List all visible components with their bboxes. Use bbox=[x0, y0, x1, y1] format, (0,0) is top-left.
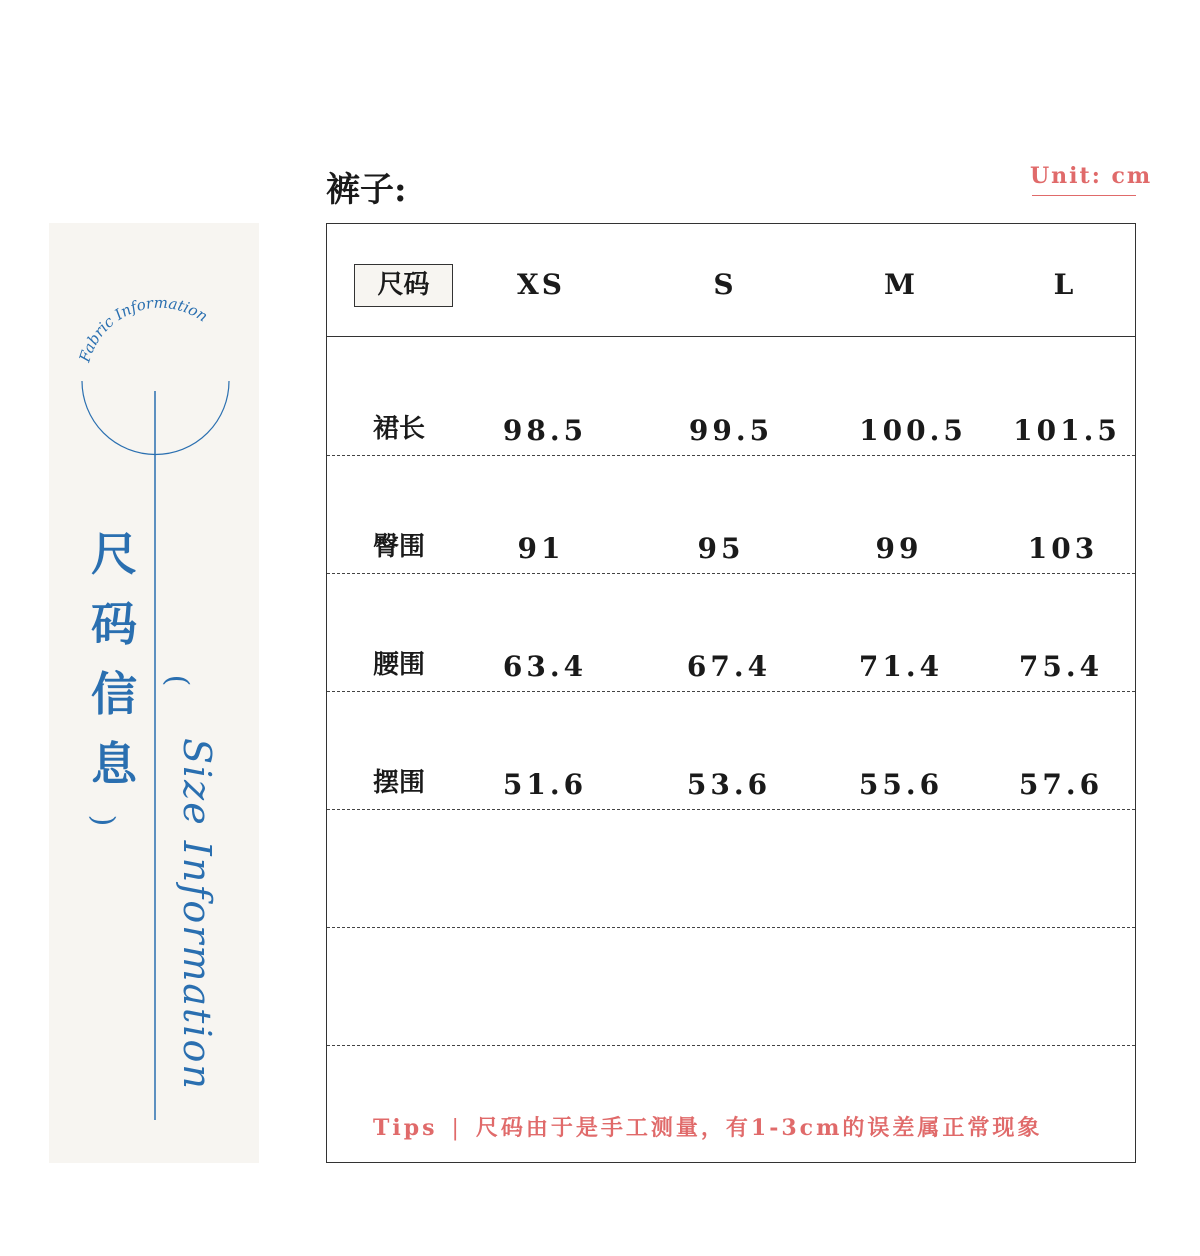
column-header-l: L bbox=[1053, 268, 1077, 301]
paren-close: ) bbox=[85, 814, 121, 827]
row-label: 裙长 bbox=[373, 414, 426, 444]
size-info-cn-title bbox=[89, 519, 139, 799]
unit-label: Unit: cm bbox=[1030, 163, 1153, 189]
table-cell: 71.4 bbox=[858, 650, 944, 683]
table-cell: 99.5 bbox=[688, 414, 774, 447]
size-table bbox=[326, 223, 1136, 1163]
table-row bbox=[327, 691, 1135, 810]
table-cell: 63.4 bbox=[502, 650, 588, 683]
table-row bbox=[327, 573, 1135, 692]
arc-text: Fabric Information bbox=[75, 293, 212, 365]
row-label: 臀围 bbox=[373, 532, 426, 562]
unit-underline bbox=[1032, 195, 1136, 196]
tips-label: Tips bbox=[373, 1115, 438, 1141]
table-cell: 95 bbox=[697, 532, 745, 565]
tips-text: 尺码由于是手工测量，有1-3cm的误差属正常现象 bbox=[475, 1115, 1043, 1141]
table-cell: 53.6 bbox=[686, 768, 772, 801]
row-label: 摆围 bbox=[373, 768, 426, 798]
table-row bbox=[327, 337, 1135, 456]
table-cell: 55.6 bbox=[858, 768, 944, 801]
table-header-row bbox=[327, 224, 1135, 337]
paren-open: ( bbox=[159, 674, 195, 687]
title-char: 尺 bbox=[91, 527, 137, 581]
svg-text:Fabric Information bbox=[75, 294, 211, 365]
column-header-xs: XS bbox=[517, 268, 565, 301]
size-info-en-title: Size Information bbox=[175, 738, 219, 1091]
title-char: 信 bbox=[91, 667, 137, 721]
row-label: 腰围 bbox=[373, 650, 426, 680]
table-cell: 57.6 bbox=[1018, 768, 1104, 801]
tips-separator: | bbox=[451, 1116, 462, 1141]
title-char: 息 bbox=[91, 737, 137, 791]
table-row bbox=[327, 455, 1135, 574]
table-cell: 100.5 bbox=[859, 414, 967, 447]
table-cell: 67.4 bbox=[686, 650, 772, 683]
side-panel bbox=[49, 223, 259, 1163]
page-title: 裤子: bbox=[326, 170, 407, 210]
table-cell: 91 bbox=[517, 532, 565, 565]
table-cell: 99 bbox=[875, 532, 923, 565]
column-header-m: M bbox=[884, 268, 918, 301]
table-cell: 51.6 bbox=[502, 768, 588, 801]
column-header-s: S bbox=[713, 268, 737, 301]
table-cell: 103 bbox=[1027, 532, 1099, 565]
size-corner-label: 尺码 bbox=[354, 264, 453, 307]
table-cell: 75.4 bbox=[1018, 650, 1104, 683]
tips-note bbox=[373, 1111, 1042, 1142]
decorative-arc-graphic bbox=[49, 223, 259, 1163]
title-char: 码 bbox=[91, 597, 137, 651]
table-cell: 101.5 bbox=[1013, 414, 1121, 447]
table-row bbox=[327, 809, 1135, 928]
table-row bbox=[327, 927, 1135, 1046]
table-cell: 98.5 bbox=[502, 414, 588, 447]
